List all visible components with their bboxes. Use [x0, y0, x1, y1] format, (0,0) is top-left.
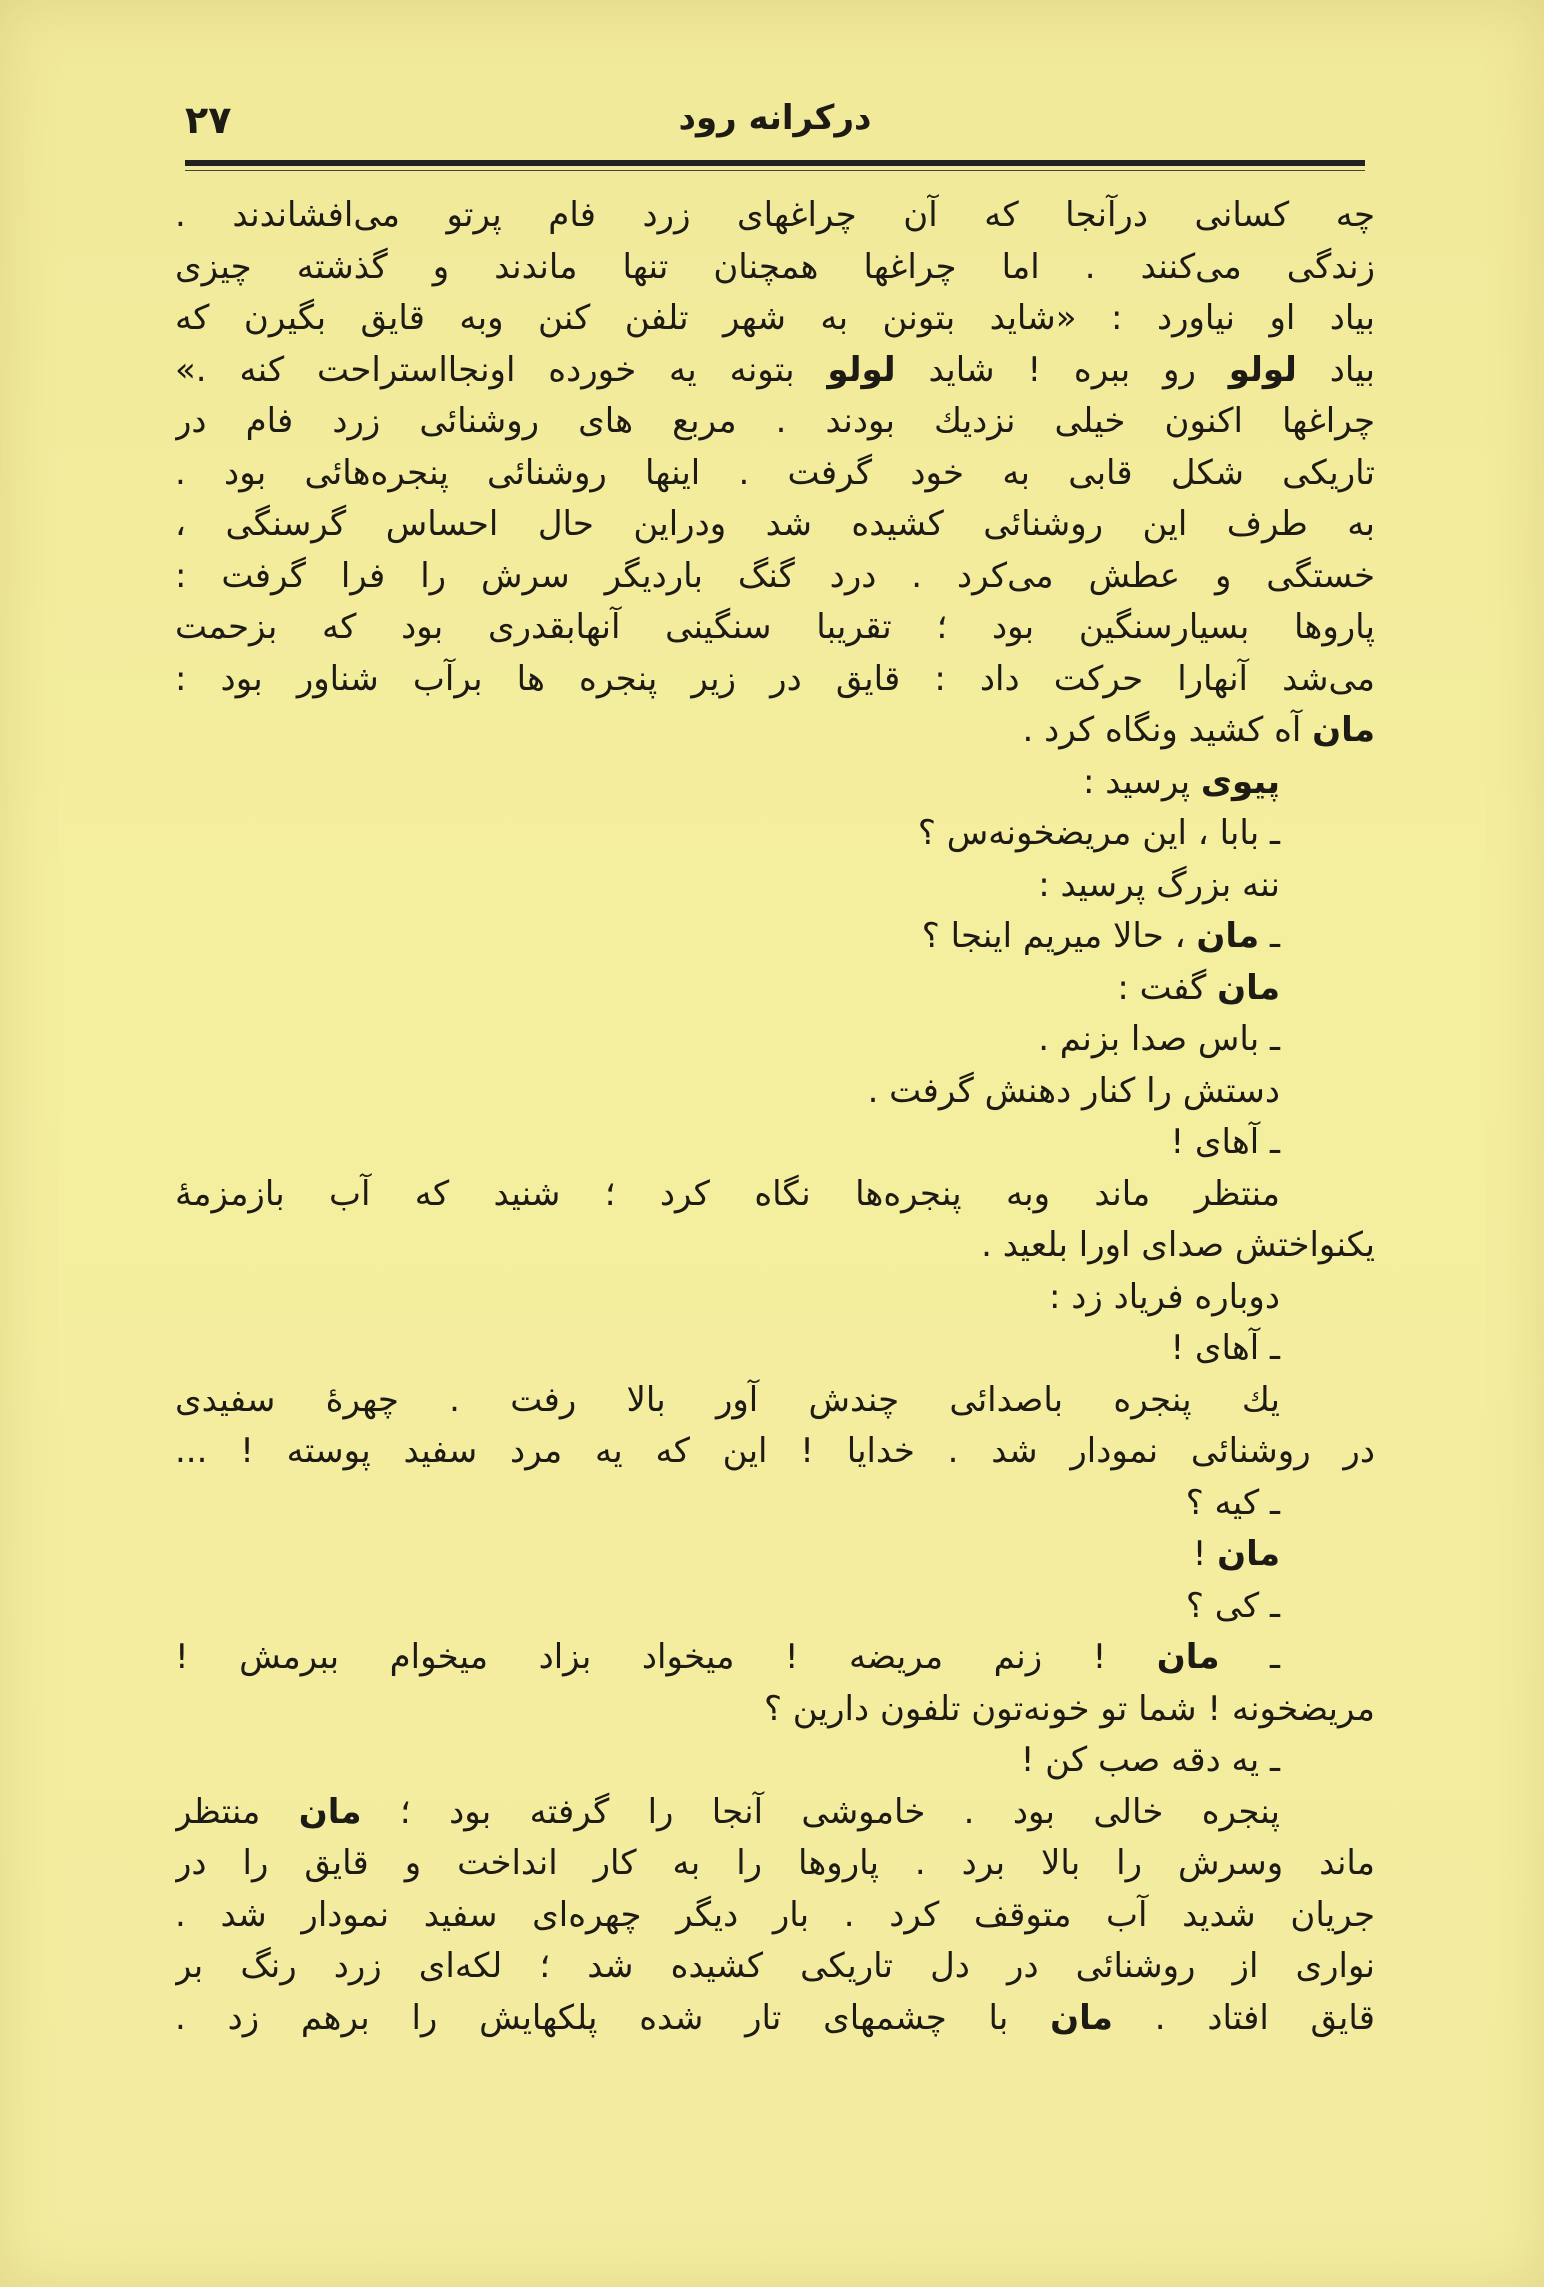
bold-name: لولو: [1228, 349, 1297, 390]
bold-name: مان: [1050, 1997, 1113, 2038]
text-segment: تاریکی شکل قابی به خود گرفت . اینها روشنائی پنجره‌هائی بود .: [175, 452, 1375, 493]
text-line: [175, 499, 1375, 551]
text-line: [175, 602, 1375, 654]
text-segment: آه کشید ونگاه کرد .: [1022, 710, 1313, 750]
text-segment: دستش را کنار دهنش گرفت .: [867, 1070, 1280, 1111]
text-segment: بیاد: [1296, 349, 1375, 390]
text-line: [175, 1684, 1375, 1736]
text-segment: پاروها بسیارسنگین بود ؛ تقریبا سنگینی آنهابقدری بود که بزحمت: [175, 607, 1375, 647]
text-segment: چه کسانی درآنجا که آن چراغهای زرد فام پرتو می‌افشاندند .: [175, 195, 1375, 235]
text-line: [175, 1632, 1375, 1684]
text-segment: ـ کی ؟: [1185, 1585, 1280, 1626]
text-line: [175, 190, 1375, 242]
text-line: [175, 963, 1375, 1015]
text-segment: یکنواختش صدای اورا بلعید .: [981, 1225, 1375, 1265]
text-line: [175, 911, 1375, 963]
page-header: [185, 98, 1365, 158]
bold-name: مان: [1196, 916, 1260, 956]
text-segment: رو ببره ! شاید: [895, 349, 1229, 390]
text-line: [175, 1066, 1375, 1118]
text-line: [175, 396, 1375, 448]
text-line: [175, 1169, 1375, 1221]
text-segment: می‌شد آنهارا حرکت داد : قایق در زیر پنجره ها برآب شناور بود :: [175, 658, 1375, 699]
text-line: [175, 1375, 1375, 1427]
text-segment: ننه بزرگ پرسید :: [1038, 864, 1280, 905]
text-line: [175, 1117, 1375, 1169]
text-line: [175, 345, 1375, 397]
running-title: درکرانه رود: [678, 98, 872, 138]
text-segment: پرسید :: [1082, 761, 1201, 802]
text-segment: دوباره فریاد زد :: [1048, 1276, 1280, 1317]
text-line: [175, 757, 1375, 809]
text-segment: ، حالا میریم اینجا ؟: [921, 916, 1197, 956]
header-rule: [185, 160, 1365, 166]
body-text: [175, 190, 1375, 2044]
text-segment: با چشمهای تار شده پلکهایش را برهم زد .: [175, 1997, 1051, 2038]
header-rule-thin: [185, 170, 1365, 171]
text-segment: خستگی و عطش می‌کرد . درد گنگ باردیگر سرش را فرا گرفت :: [175, 555, 1375, 596]
text-segment: ـ آهای !: [1170, 1328, 1280, 1368]
text-line: [175, 654, 1375, 706]
text-segment: ! زنم مریضه ! میخواد بزاد میخوام ببرمش !: [175, 1637, 1157, 1677]
text-segment: ـ یه دقه صب کن !: [1020, 1740, 1280, 1780]
text-line: [175, 1478, 1375, 1530]
text-line: [175, 448, 1375, 500]
text-segment: زندگی می‌کنند . اما چراغها همچنان تنها ماندند و گذشته چیزی: [175, 246, 1375, 287]
text-segment: منتظر ماند وبه پنجره‌ها نگاه کرد ؛ شنید که آب بازمزمهٔ: [175, 1173, 1280, 1214]
text-line: [175, 293, 1375, 345]
text-line: [175, 1993, 1375, 2045]
text-line: [175, 705, 1375, 757]
text-segment: در روشنائی نمودار شد . خدایا ! این که یه مرد سفید پوسته ! ...: [175, 1431, 1375, 1471]
text-segment: یك پنجره باصدائی چندش آور بالا رفت . چهرهٔ سفیدی: [175, 1379, 1280, 1420]
text-line: [175, 808, 1375, 860]
text-line: [175, 1787, 1375, 1839]
bold-name: مان: [1217, 967, 1280, 1008]
text-segment: به طرف این روشنائی کشیده شد ودراین حال احساس گرسنگی ،: [175, 504, 1375, 544]
text-line: [175, 1890, 1375, 1942]
text-segment: منتظر: [175, 1791, 299, 1832]
text-segment: نواری از روشنائی در دل تاریکی کشیده شد ؛ لکه‌ای زرد رنگ بر: [175, 1946, 1375, 1986]
text-line: [175, 1426, 1375, 1478]
text-line: [175, 1272, 1375, 1324]
bold-name: مان: [298, 1791, 362, 1832]
text-line: [175, 551, 1375, 603]
text-segment: ـ: [1219, 1637, 1280, 1677]
bold-name: مان: [1312, 710, 1375, 750]
text-segment: جریان شدید آب متوقف کرد . بار دیگر چهره‌ای سفید نمودار شد .: [175, 1894, 1375, 1935]
text-segment: ماند وسرش را بالا برد . پاروها را به کار انداخت و قایق را در: [175, 1843, 1375, 1883]
text-line: [175, 1581, 1375, 1633]
text-segment: ـ کیه ؟: [1185, 1482, 1280, 1523]
text-line: [175, 1838, 1375, 1890]
text-segment: بتونه یه خورده اونجااستراحت کنه .»: [175, 349, 828, 390]
text-line: [175, 1529, 1375, 1581]
bold-name: مان: [1217, 1534, 1280, 1574]
text-segment: ـ آهای !: [1170, 1122, 1280, 1162]
page-number: ۲۷: [185, 98, 232, 142]
text-segment: !: [1192, 1534, 1218, 1574]
text-line: [175, 1735, 1375, 1787]
text-segment: ـ باس صدا بزنم .: [1038, 1019, 1280, 1059]
text-line: [175, 1323, 1375, 1375]
text-line: [175, 1220, 1375, 1272]
text-segment: پنجره خالی بود . خاموشی آنجا را گرفته بود ؛: [361, 1791, 1280, 1832]
bold-name: پیوی: [1200, 761, 1280, 802]
text-segment: بیاد او نیاورد : «شاید بتونن به شهر تلفن کنن وبه قایق بگیرن که: [175, 298, 1375, 338]
text-segment: گفت :: [1117, 967, 1218, 1008]
text-segment: ـ بابا ، این مریضخونه‌س ؟: [917, 813, 1280, 853]
bold-name: لولو: [827, 349, 896, 390]
text-segment: چراغها اکنون خیلی نزدیك بودند . مربع های روشنائی زرد فام در: [175, 401, 1375, 441]
text-line: [175, 1941, 1375, 1993]
text-segment: مریضخونه ! شما تو خونه‌تون تلفون دارین ؟: [763, 1688, 1375, 1729]
text-line: [175, 242, 1375, 294]
text-line: [175, 860, 1375, 912]
text-segment: قایق افتاد .: [1112, 1997, 1375, 2038]
text-segment: ـ: [1259, 916, 1280, 956]
text-line: [175, 1014, 1375, 1066]
bold-name: مان: [1156, 1637, 1220, 1677]
